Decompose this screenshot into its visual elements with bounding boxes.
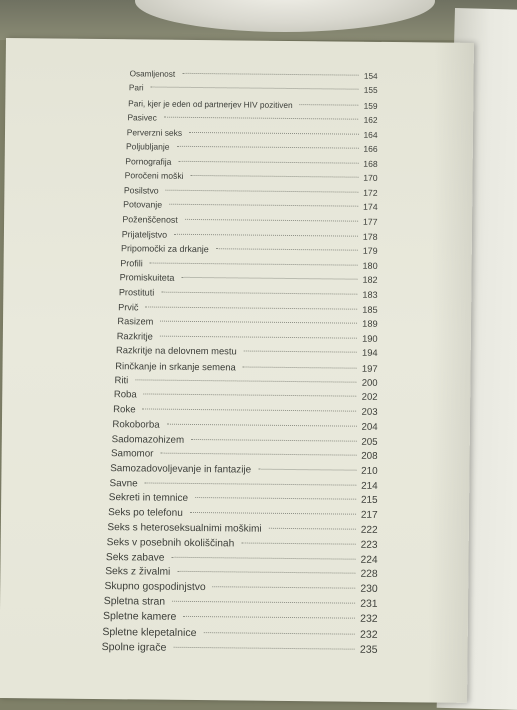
toc-entry-page-number: 210 bbox=[361, 465, 378, 477]
toc-entry-title: Pari, kjer je eden od partnerjev HIV pozitiven bbox=[128, 98, 293, 110]
toc-entry bbox=[110, 463, 377, 477]
toc-entry bbox=[113, 404, 378, 418]
toc-entry bbox=[122, 214, 377, 227]
toc-entry-page-number: 232 bbox=[360, 628, 378, 641]
toc-entry-title: Seks v posebnih okoliščinah bbox=[106, 536, 235, 550]
toc-entry bbox=[115, 360, 377, 374]
toc-entry-page-number: 179 bbox=[362, 245, 378, 257]
toc-entry-page-number: 214 bbox=[361, 480, 378, 492]
dotted-leader bbox=[258, 469, 356, 471]
dotted-leader bbox=[243, 367, 357, 369]
toc-entry-title: Rinčkanje in srkanje semena bbox=[115, 360, 236, 373]
toc-entry-title: Perverzni seks bbox=[126, 127, 183, 138]
toc-entry bbox=[120, 258, 377, 271]
toc-entry-title: Riti bbox=[114, 374, 129, 387]
toc-entry-page-number: 185 bbox=[362, 304, 378, 315]
toc-entry-page-number: 172 bbox=[363, 187, 378, 198]
toc-entry bbox=[119, 287, 378, 300]
toc-entry-title: Spletne klepetalnice bbox=[102, 625, 197, 639]
toc-entry bbox=[102, 626, 377, 641]
toc-entry bbox=[128, 98, 378, 111]
toc-entry-page-number: 159 bbox=[363, 100, 378, 111]
toc-entry-page-number: 155 bbox=[363, 86, 378, 96]
toc-entry bbox=[103, 611, 378, 625]
toc-entry-title: Poženščenost bbox=[122, 214, 178, 225]
toc-entry bbox=[117, 316, 377, 329]
dotted-leader bbox=[144, 394, 357, 397]
toc-entry-title: Posilstvo bbox=[123, 185, 159, 196]
dotted-leader bbox=[145, 482, 356, 485]
toc-entry-page-number: 166 bbox=[363, 144, 378, 155]
toc-entry bbox=[117, 331, 378, 344]
dotted-leader bbox=[195, 497, 356, 500]
toc-entry-title: Seks po telefonu bbox=[108, 507, 183, 520]
toc-entry-title: Poročeni moški bbox=[124, 170, 184, 182]
toc-entry-title: Pari bbox=[128, 83, 144, 93]
toc-entry-page-number: 180 bbox=[362, 260, 378, 271]
dotted-leader bbox=[164, 117, 359, 120]
toc-entry-page-number: 182 bbox=[362, 275, 378, 286]
dotted-leader bbox=[189, 132, 358, 135]
toc-entry-page-number: 164 bbox=[363, 129, 378, 140]
toc-entry bbox=[125, 171, 378, 184]
dotted-leader bbox=[166, 190, 358, 193]
dotted-leader bbox=[177, 146, 359, 149]
dotted-leader bbox=[177, 571, 355, 574]
dotted-leader bbox=[203, 632, 355, 635]
toc-entry bbox=[129, 84, 378, 96]
toc-entry bbox=[114, 390, 378, 404]
toc-entry bbox=[105, 566, 378, 580]
toc-entry bbox=[124, 185, 378, 198]
toc-entry-title: Seks s heteroseksualnimi moškimi bbox=[107, 522, 262, 535]
toc-entry-title: Spletna stran bbox=[103, 596, 166, 608]
toc-entry-page-number: 217 bbox=[360, 509, 378, 522]
toc-entry bbox=[104, 581, 377, 595]
toc-entry bbox=[115, 375, 378, 389]
dotted-leader bbox=[183, 616, 355, 619]
toc-entry-page-number: 204 bbox=[361, 421, 378, 433]
toc-entry-title: Razkritje bbox=[116, 330, 153, 342]
dotted-leader bbox=[135, 379, 357, 382]
toc-entry-page-number: 231 bbox=[360, 598, 378, 610]
toc-entry-title: Samomor bbox=[110, 448, 154, 460]
toc-entry-page-number: 162 bbox=[363, 115, 378, 126]
toc-entry bbox=[106, 552, 378, 566]
toc-entry-page-number: 222 bbox=[360, 524, 378, 536]
toc-entry-title: Skupno gospodinjstvo bbox=[104, 581, 206, 594]
toc-entry-title: Seks zabave bbox=[105, 551, 165, 564]
toc-entry-page-number: 200 bbox=[361, 377, 378, 389]
dotted-leader bbox=[167, 424, 357, 427]
toc-entry-title: Samozadovoljevanje in fantazije bbox=[110, 463, 252, 476]
toc-entry-title: Razkritje na delovnem mestu bbox=[115, 345, 237, 357]
toc-entry-page-number: 232 bbox=[360, 613, 378, 625]
toc-entry bbox=[102, 641, 378, 656]
dotted-leader bbox=[161, 292, 357, 295]
toc-entry bbox=[120, 273, 378, 286]
toc-entry-title: Rasizem bbox=[117, 316, 154, 327]
dotted-leader bbox=[181, 277, 357, 280]
toc-entry-page-number: 202 bbox=[361, 392, 378, 404]
dotted-leader bbox=[178, 161, 358, 164]
toc-entry-title: Promiskuiteta bbox=[119, 272, 175, 284]
toc-entry bbox=[118, 302, 378, 315]
toc-entry-title: Pornografija bbox=[125, 156, 172, 167]
toc-entry bbox=[122, 229, 378, 242]
toc-entry-page-number: 197 bbox=[361, 362, 378, 375]
toc-entry bbox=[107, 522, 377, 536]
toc-entry-title: Prijateljstvo bbox=[121, 228, 168, 240]
toc-entry bbox=[111, 448, 378, 462]
toc-entry-title: Prvič bbox=[118, 301, 139, 312]
dotted-leader bbox=[174, 233, 358, 236]
book-page bbox=[0, 38, 474, 703]
toc-entry-page-number: 235 bbox=[359, 643, 378, 656]
toc-entry-page-number: 223 bbox=[360, 539, 378, 551]
dotted-leader bbox=[160, 453, 356, 456]
dotted-leader bbox=[160, 321, 357, 324]
toc-entry-page-number: 203 bbox=[361, 406, 378, 419]
toc-entry bbox=[112, 434, 378, 448]
toc-entry-page-number: 154 bbox=[363, 71, 378, 81]
toc-entry-title: Prostituti bbox=[118, 287, 155, 298]
toc-entry-title: Spletne kamere bbox=[103, 610, 177, 623]
dotted-leader bbox=[190, 512, 356, 515]
toc-entry-page-number: 178 bbox=[362, 231, 378, 242]
toc-entry-page-number: 194 bbox=[361, 348, 378, 359]
toc-entry bbox=[109, 478, 377, 492]
dotted-leader bbox=[241, 542, 355, 544]
dotted-leader bbox=[269, 528, 356, 530]
toc-entry bbox=[108, 507, 378, 521]
toc-entry-title: Roba bbox=[113, 389, 137, 401]
toc-entry-title: Sadomazohizem bbox=[111, 433, 185, 446]
dotted-leader bbox=[151, 87, 359, 90]
dotted-leader bbox=[169, 204, 358, 207]
dotted-leader bbox=[213, 586, 356, 588]
toc-entry-page-number: 230 bbox=[360, 583, 378, 596]
toc-entry-title: Sekreti in temnice bbox=[108, 492, 189, 505]
toc-entry bbox=[130, 69, 378, 81]
toc-entry bbox=[107, 537, 378, 551]
dotted-leader bbox=[191, 438, 356, 441]
dotted-leader bbox=[146, 306, 358, 309]
toc-entry bbox=[112, 419, 377, 433]
toc-entry bbox=[127, 127, 378, 140]
toc-entry-title: Pripomočki za drkanje bbox=[120, 243, 209, 255]
toc-entry-page-number: 177 bbox=[362, 216, 378, 227]
toc-entry bbox=[116, 346, 378, 359]
toc-entry bbox=[104, 596, 378, 610]
toc-entry-title: Seks z živalmi bbox=[105, 566, 171, 579]
dotted-leader bbox=[173, 646, 355, 649]
toc-entry-title: Osamljenost bbox=[129, 69, 176, 79]
toc-entry-page-number: 174 bbox=[362, 202, 378, 213]
dotted-leader bbox=[191, 175, 359, 178]
toc-entry-title: Poljubljanje bbox=[125, 141, 170, 153]
dotted-leader bbox=[143, 409, 357, 412]
toc-entry-page-number: 208 bbox=[361, 450, 378, 463]
toc-entry bbox=[121, 243, 378, 256]
dotted-leader bbox=[160, 335, 357, 338]
dotted-leader bbox=[171, 556, 355, 559]
toc-entry-title: Spolne igrače bbox=[101, 640, 167, 654]
table-of-contents bbox=[0, 38, 474, 703]
toc-entry bbox=[123, 200, 378, 213]
toc-entry-page-number: 228 bbox=[360, 569, 378, 581]
toc-entry-page-number: 215 bbox=[360, 495, 378, 507]
toc-entry-page-number: 183 bbox=[362, 289, 378, 300]
toc-entry-page-number: 224 bbox=[360, 554, 378, 566]
dotted-leader bbox=[172, 601, 355, 604]
dotted-leader bbox=[244, 351, 357, 353]
toc-entry-page-number: 205 bbox=[361, 436, 378, 448]
toc-entry-title: Rokoborba bbox=[112, 418, 160, 431]
toc-entry-page-number: 190 bbox=[362, 333, 378, 344]
dotted-leader bbox=[300, 104, 359, 106]
dotted-leader bbox=[185, 219, 358, 222]
toc-entry bbox=[126, 142, 378, 155]
dotted-leader bbox=[216, 248, 358, 250]
toc-entry bbox=[109, 493, 378, 507]
toc-entry-page-number: 189 bbox=[362, 318, 378, 330]
toc-entry-title: Potovanje bbox=[123, 199, 163, 211]
toc-entry-title: Roke bbox=[113, 404, 136, 416]
dotted-leader bbox=[182, 73, 359, 76]
toc-entry bbox=[125, 156, 377, 169]
toc-entry bbox=[127, 113, 377, 126]
toc-entry-title: Profili bbox=[120, 257, 143, 269]
toc-entry-title: Savne bbox=[109, 477, 138, 490]
toc-entry-page-number: 168 bbox=[363, 158, 378, 169]
toc-entry-page-number: 170 bbox=[363, 173, 378, 184]
toc-entry-title: Pasivec bbox=[127, 112, 157, 123]
dotted-leader bbox=[150, 262, 358, 265]
